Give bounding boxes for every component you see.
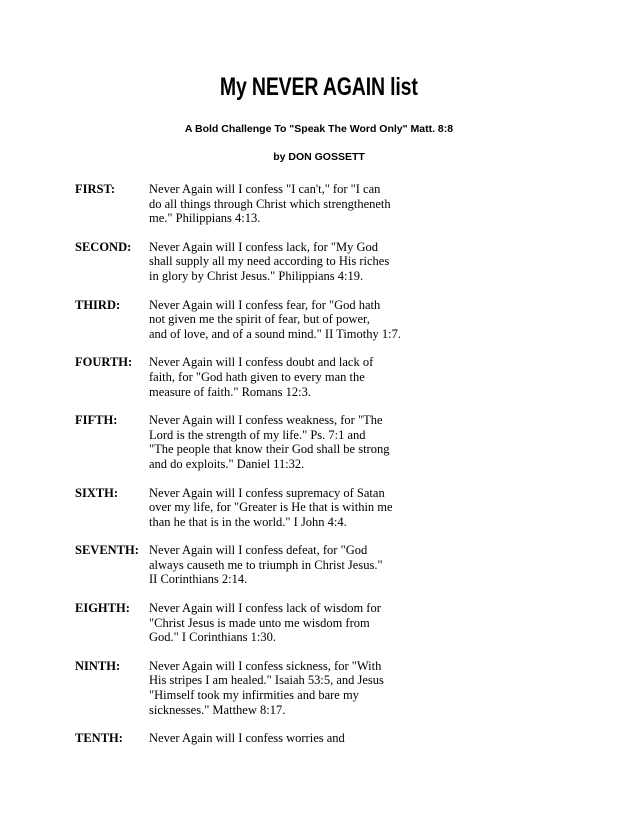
entry-label: FIRST: — [75, 182, 116, 196]
entry-line: Never Again will I confess supremacy of Satan — [149, 485, 385, 500]
subtitle: A Bold Challenge To "Speak The Word Only" Matt. 8:8 — [184, 123, 454, 135]
entry-line: not given me the spirit of fear, but of power, — [149, 312, 370, 327]
list-item — [75, 240, 415, 284]
entry-line: Never Again will I confess doubt and lack of — [149, 355, 374, 370]
page-title: My NEVER AGAIN list — [219, 73, 418, 101]
list-item — [75, 543, 415, 587]
entry-text — [149, 486, 411, 530]
entry-text — [149, 731, 411, 746]
entry-line: His stripes I am healed." Isaiah 53:5, and Jesus — [149, 673, 384, 688]
entry-line: II Corinthians 2:14. — [149, 572, 248, 587]
entry-line: over my life, for "Greater is He that is within me — [149, 500, 393, 515]
entry-line: always causeth me to triumph in Christ Jesus." — [149, 557, 383, 572]
entry-line: measure of faith." Romans 12:3. — [149, 384, 312, 399]
entry-text — [149, 182, 411, 226]
entry-line: "The people that know their God shall be strong — [149, 442, 390, 457]
entry-label: FIFTH: — [75, 413, 118, 428]
byline: by DON GOSSETT — [273, 151, 365, 163]
list-item — [75, 298, 415, 342]
entry-text — [149, 413, 411, 471]
entry-line: and do exploits." Daniel 11:32. — [149, 456, 305, 471]
entry-line: shall supply all my need according to His riches — [149, 254, 390, 269]
list-item — [75, 659, 415, 717]
entry-label: NINTH: — [75, 658, 121, 673]
entry-line: "Christ Jesus is made unto me wisdom from — [149, 615, 370, 630]
entry-label: SECOND: — [75, 239, 132, 254]
entry-line: Never Again will I confess sickness, for "With — [149, 658, 382, 673]
entry-line: Never Again will I confess worries and — [149, 731, 345, 746]
list-item — [75, 355, 415, 399]
entry-line: Lord is the strength of my life." Ps. 7:1 and — [149, 427, 366, 442]
entry-text — [149, 659, 411, 717]
entry-line: and of love, and of a sound mind." II Timothy 1:7. — [149, 326, 401, 341]
entry-text — [149, 355, 411, 399]
entry-line: Never Again will I confess weakness, for "The — [149, 413, 383, 428]
entry-line: "Himself took my infirmities and bare my — [149, 688, 359, 703]
list-item — [75, 182, 415, 226]
entry-line: Never Again will I confess "I can't," for "I can — [149, 182, 381, 196]
entry-text — [149, 298, 411, 342]
entry-line: faith, for "God hath given to every man the — [149, 369, 365, 384]
entry-label: TENTH: — [75, 731, 123, 746]
never-again-list — [75, 182, 415, 760]
entry-text — [149, 240, 411, 284]
entry-line: Never Again will I confess lack of wisdom for — [149, 601, 381, 616]
entry-text — [149, 601, 411, 645]
entry-line: sicknesses." Matthew 8:17. — [149, 702, 286, 717]
entry-label: SEVENTH: — [75, 543, 139, 558]
entry-text — [149, 543, 411, 587]
entry-line: Never Again will I confess fear, for "God hath — [149, 297, 381, 312]
entry-line: do all things through Christ which strengtheneth — [149, 196, 391, 211]
entry-line: God." I Corinthians 1:30. — [149, 630, 276, 645]
entry-label: EIGHTH: — [75, 601, 130, 616]
entry-label: THIRD: — [75, 297, 121, 312]
list-item — [75, 486, 415, 530]
list-item — [75, 601, 415, 645]
entry-label: SIXTH: — [75, 485, 119, 500]
entry-line: Never Again will I confess defeat, for "God — [149, 543, 368, 558]
entry-label: FOURTH: — [75, 355, 133, 370]
entry-line: me." Philippians 4:13. — [149, 211, 261, 226]
entry-line: in glory by Christ Jesus." Philippians 4:19. — [149, 268, 364, 283]
list-item — [75, 731, 415, 746]
entry-line: Never Again will I confess lack, for "My God — [149, 239, 379, 254]
list-item — [75, 413, 415, 471]
entry-line: than he that is in the world." I John 4:4. — [149, 514, 347, 529]
